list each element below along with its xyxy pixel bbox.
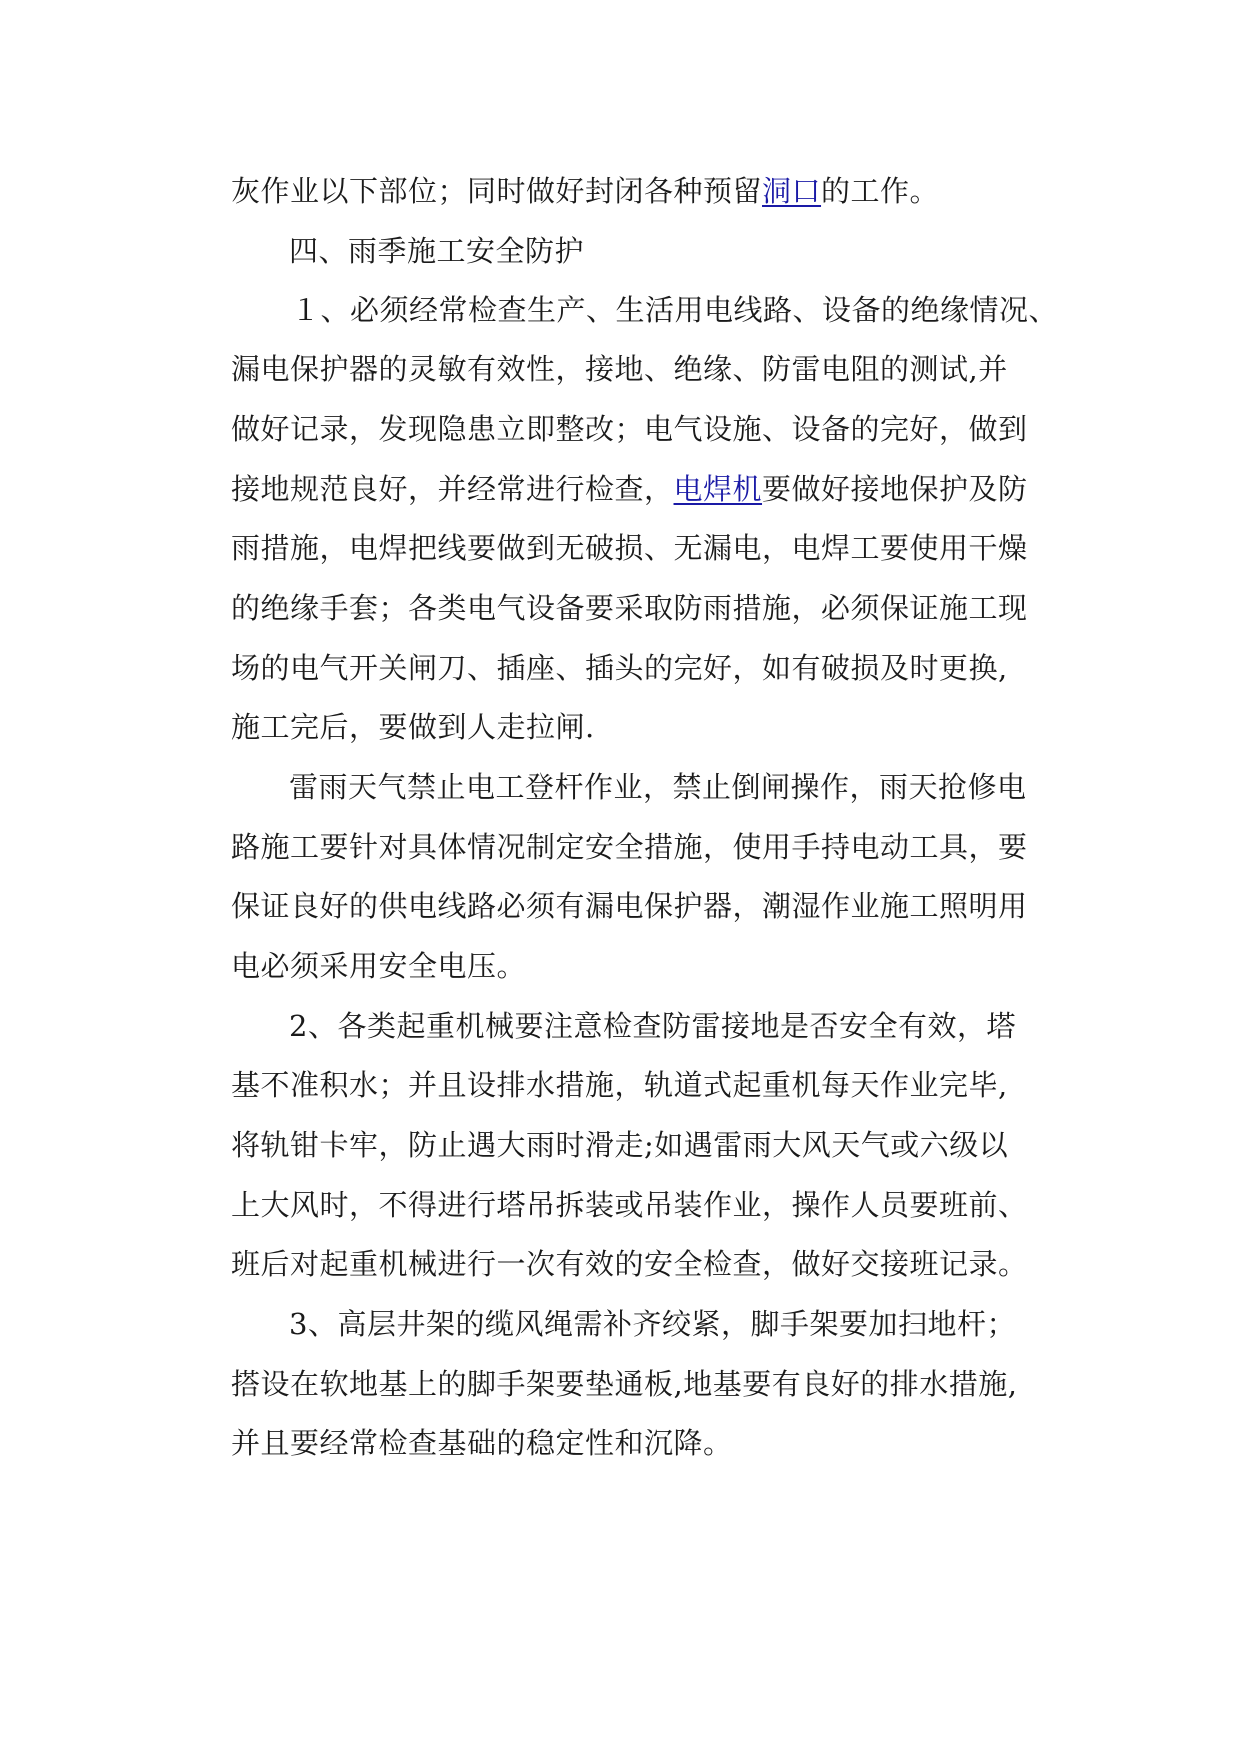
text-run: 将轨钳卡牢，防止遇大雨时滑走;如遇雷雨大风天气或六级以 [231, 1128, 1009, 1162]
text-line [289, 1006, 1089, 1046]
text-run: 接地规范良好，并经常进行检查， [231, 472, 674, 506]
text-run: 路施工要针对具体情况制定安全措施，使用手持电动工具，要 [231, 830, 1028, 864]
text-run: 班后对起重机械进行一次有效的安全检查，做好交接班记录。 [231, 1247, 1028, 1281]
text-line [231, 1364, 1031, 1404]
text-line [291, 290, 1091, 330]
text-run: 电必须采用安全电压。 [231, 949, 527, 983]
link-dongkou[interactable]: 洞口 [762, 174, 822, 208]
text-run: 雨措施，电焊把线要做到无破损、无漏电，电焊工要使用干燥 [231, 531, 1028, 565]
text-run: 上大风时，不得进行塔吊拆装或吊装作业，操作人员要班前、 [231, 1188, 1028, 1222]
text-run: 2、各类起重机械要注意检查防雷接地是否安全有效，塔 [289, 1009, 1016, 1043]
text-line [231, 349, 1031, 389]
heading-text: 四、雨季施工安全防护 [289, 234, 585, 268]
text-line [231, 469, 1031, 509]
text-run: 漏电保护器的灵敏有效性，接地、绝缘、防雷电阻的测试,并 [231, 352, 1008, 386]
text-run: 做好记录，发现隐患立即整改；电气设施、设备的完好，做到 [231, 412, 1028, 446]
text-run: 3、高层井架的缆风绳需补齐绞紧，脚手架要加扫地杆； [289, 1307, 1016, 1341]
text-line [231, 946, 1031, 986]
text-line [231, 886, 1031, 926]
text-run: 场的电气开关闸刀、插座、插头的完好，如有破损及时更换, [231, 651, 1008, 685]
link-dianhanji[interactable]: 电焊机 [673, 472, 763, 506]
text-line [231, 648, 1031, 688]
text-run: 施工完后，要做到人走拉闸. [231, 710, 595, 744]
text-line [289, 767, 1089, 807]
text-line [231, 1125, 1031, 1165]
text-run: 基不准积水；并且设排水措施，轨道式起重机每天作业完毕, [231, 1068, 1008, 1102]
text-line [231, 588, 1031, 628]
text-run: 灰作业以下部位；同时做好封闭各种预留 [231, 174, 763, 208]
text-run: 雷雨天气禁止电工登杆作业，禁止倒闸操作，雨天抢修电 [289, 770, 1027, 804]
text-line [231, 171, 1031, 211]
text-run: 的绝缘手套；各类电气设备要采取防雨措施，必须保证施工现 [231, 591, 1028, 625]
text-line [231, 1065, 1031, 1105]
text-line [231, 1185, 1031, 1225]
section-heading [289, 231, 1089, 271]
text-line [231, 1244, 1031, 1284]
text-line [231, 409, 1031, 449]
text-line [231, 1423, 1031, 1463]
text-run: １、必须经常检查生产、生活用电线路、设备的绝缘情况、 [291, 293, 1059, 327]
text-line [231, 707, 1031, 747]
text-line [231, 528, 1031, 568]
text-run: 搭设在软地基上的脚手架要垫通板,地基要有良好的排水措施, [231, 1367, 1018, 1401]
text-run: 要做好接地保护及防 [762, 472, 1028, 506]
text-line [231, 827, 1031, 867]
text-line [289, 1304, 1089, 1344]
text-run: 保证良好的供电线路必须有漏电保护器，潮湿作业施工照明用 [231, 889, 1028, 923]
text-run: 的工作。 [821, 174, 940, 208]
text-run: 并且要经常检查基础的稳定性和沉降。 [231, 1426, 733, 1460]
